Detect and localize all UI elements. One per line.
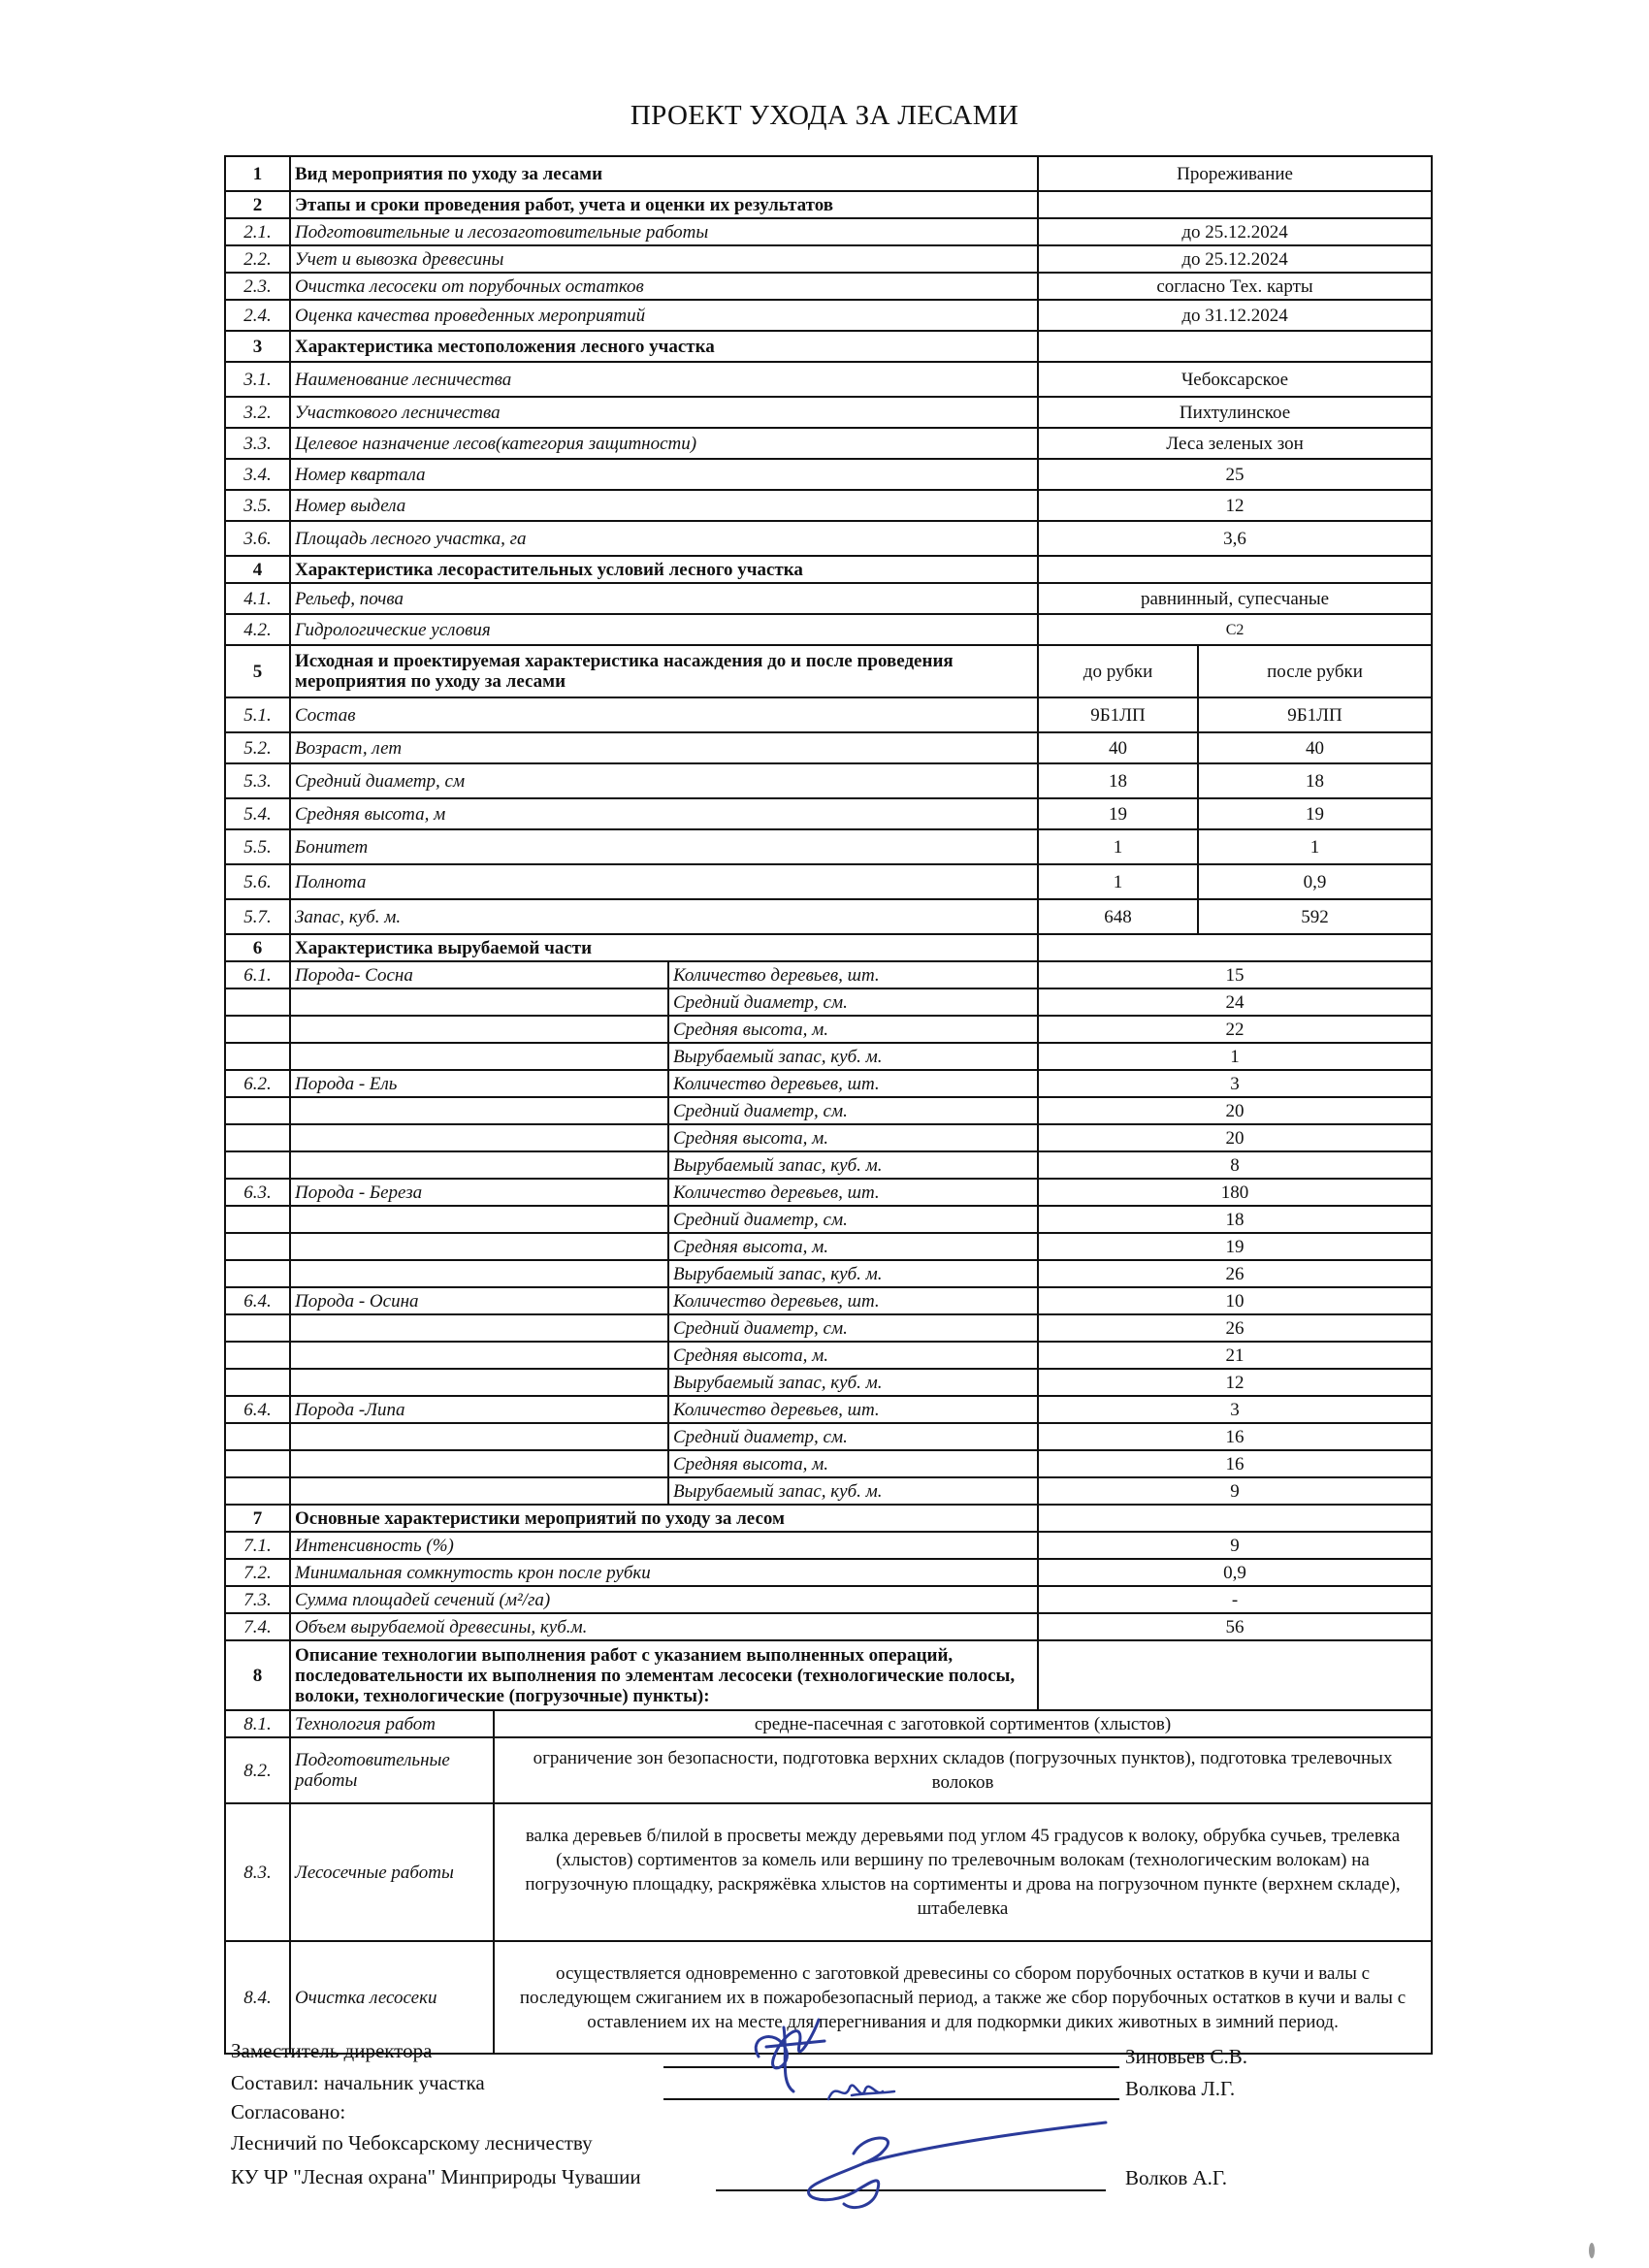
species-number [225,1124,290,1151]
metric-label: Количество деревьев, шт. [668,1396,1038,1423]
column-header-after: после рубки [1198,645,1432,697]
row-value: 9 [1038,1532,1432,1559]
species-number [225,1314,290,1342]
table-row [225,1586,1432,1613]
metric-label: Вырубаемый запас, куб. м. [668,1043,1038,1070]
row-label: Наименование лесничества [290,362,1038,397]
section-row [225,1640,1432,1710]
row-value: ограничение зон безопасности, подготовка верхних складов (погрузочных пунктов), подготовка трелевочных волоков [494,1737,1432,1803]
species-number: 6.4. [225,1396,290,1423]
row-number: 3.1. [225,362,290,397]
species-name [290,1097,668,1124]
species-number: 6.2. [225,1070,290,1097]
species-number: 6.3. [225,1179,290,1206]
row-number: 4.2. [225,614,290,645]
row-number: 3.4. [225,459,290,490]
row-number: 2.1. [225,218,290,245]
species-metric-row [225,1016,1432,1043]
species-metric-row [225,1423,1432,1450]
species-name [290,1124,668,1151]
metric-value: 24 [1038,988,1432,1016]
scan-speck [1587,2241,1597,2260]
species-name [290,1314,668,1342]
table-row [225,763,1432,798]
forester-signature [795,2115,1116,2221]
row-number: 2.4. [225,300,290,331]
row-label: Бонитет [290,829,1038,864]
table-row [225,362,1432,397]
species-name [290,1450,668,1477]
species-metric-row [225,1206,1432,1233]
row-value: 56 [1038,1613,1432,1640]
row-number: 3 [225,331,290,362]
row-value: валка деревьев б/пилой в просветы между деревьями под углом 45 градусов к волоку, обрубка сучьев, трелевка (хлыстов) сортиментов за комель или вершину по трелевочным волокам (технологическим волокам) на погрузочную площадку, раскряжёвка хлыстов на сортименты и дрова на погрузочном пункте (верхнем складе), штабелевка [494,1803,1432,1941]
species-metric-row [225,1097,1432,1124]
table-row [225,864,1432,899]
row-value: Чебоксарское [1038,362,1432,397]
row-number: 3.3. [225,428,290,459]
metric-label: Количество деревьев, шт. [668,1287,1038,1314]
row-number: 8.1. [225,1710,290,1737]
species-name [290,1477,668,1505]
row-number: 8.2. [225,1737,290,1803]
section-heading: Описание технологии выполнения работ с указанием выполненных операций, последовательности их выполнения по элементам лесосеки (технологические полосы, волоки, технологические (погрузочные) пункты): [290,1640,1038,1710]
row-value: согласно Тех. карты [1038,273,1432,300]
metric-label: Количество деревьев, шт. [668,1179,1038,1206]
section-row [225,645,1432,697]
value-before: 1 [1038,829,1198,864]
metric-value: 22 [1038,1016,1432,1043]
row-number: 2.2. [225,245,290,273]
table-row [225,899,1432,934]
metric-value: 3 [1038,1396,1432,1423]
value-before: 9Б1ЛП [1038,697,1198,732]
row-value: Леса зеленых зон [1038,428,1432,459]
metric-value: 9 [1038,1477,1432,1505]
metric-label: Средняя высота, м. [668,1016,1038,1043]
row-label: Лесосечные работы [290,1803,494,1941]
row-label: Минимальная сомкнутость крон после рубки [290,1559,1038,1586]
forester-role: Лесничий по Чебоксарскому лесничеству [231,2131,593,2155]
row-value: равнинный, супесчаные [1038,583,1432,614]
row-value: - [1038,1586,1432,1613]
species-name [290,1151,668,1179]
table-row [225,490,1432,521]
document-title: ПРОЕКТ УХОДА ЗА ЛЕСАМИ [630,100,1019,131]
row-label: Площадь лесного участка, га [290,521,1038,556]
table-row [225,397,1432,428]
value-before: 40 [1038,732,1198,763]
row-number: 7.1. [225,1532,290,1559]
row-label: Учет и вывозка древесины [290,245,1038,273]
value-after: 18 [1198,763,1432,798]
species-metric-row [225,1151,1432,1179]
row-label: Возраст, лет [290,732,1038,763]
row-label: Состав [290,697,1038,732]
species-name [290,1423,668,1450]
species-name: Порода -Липа [290,1396,668,1423]
row-number: 5.3. [225,763,290,798]
row-value: Пихтулинское [1038,397,1432,428]
row-label: Сумма площадей сечений (м²/га) [290,1586,1038,1613]
row-number: 2 [225,191,290,218]
row-number: 5.5. [225,829,290,864]
metric-label: Вырубаемый запас, куб. м. [668,1477,1038,1505]
row-label: Оценка качества проведенных мероприятий [290,300,1038,331]
species-number [225,1342,290,1369]
row-value: до 25.12.2024 [1038,218,1432,245]
row-number: 4.1. [225,583,290,614]
metric-value: 3 [1038,1070,1432,1097]
compiler-role: Составил: начальник участка [231,2071,485,2094]
row-number: 5.6. [225,864,290,899]
species-name [290,1369,668,1396]
value-after: 1 [1198,829,1432,864]
metric-value: 12 [1038,1369,1432,1396]
metric-label: Средняя высота, м. [668,1450,1038,1477]
row-number: 4 [225,556,290,583]
metric-value: 21 [1038,1342,1432,1369]
row-number: 8.4. [225,1941,290,2054]
deputy-role: Заместитель директора [231,2039,433,2062]
row-label: Средний диаметр, см [290,763,1038,798]
species-name: Порода - Береза [290,1179,668,1206]
row-number: 7.2. [225,1559,290,1586]
table-row [225,697,1432,732]
metric-label: Средний диаметр, см. [668,1314,1038,1342]
table-row [225,798,1432,829]
row-label: Подготовительные работы [290,1737,494,1803]
row-value: 0,9 [1038,1559,1432,1586]
forest-care-table [224,155,1433,2055]
value-after: 592 [1198,899,1432,934]
metric-value: 180 [1038,1179,1432,1206]
row-value: до 25.12.2024 [1038,245,1432,273]
row-label: Очистка лесосеки от порубочных остатков [290,273,1038,300]
deputy-name: Зиновьев С.В. [1125,2045,1247,2068]
deputy-signature-line [663,2066,1119,2068]
species-metric-row [225,1233,1432,1260]
section-row [225,934,1432,961]
metric-value: 20 [1038,1097,1432,1124]
metric-value: 26 [1038,1314,1432,1342]
row-label: Очистка лесосеки [290,1941,494,2054]
metric-value: 16 [1038,1450,1432,1477]
row-number: 1 [225,156,290,191]
species-name [290,1342,668,1369]
species-name [290,1016,668,1043]
metric-label: Средняя высота, м. [668,1124,1038,1151]
compiler-name: Волкова Л.Г. [1125,2077,1236,2100]
metric-label: Средний диаметр, см. [668,1423,1038,1450]
metric-label: Количество деревьев, шт. [668,961,1038,988]
row-number: 5.2. [225,732,290,763]
metric-value: 16 [1038,1423,1432,1450]
species-name [290,1260,668,1287]
row-value: 12 [1038,490,1432,521]
section-row [225,556,1432,583]
species-name: Порода - Осина [290,1287,668,1314]
row-number: 7.3. [225,1586,290,1613]
table-row [225,245,1432,273]
species-number [225,1450,290,1477]
metric-label: Средний диаметр, см. [668,1206,1038,1233]
species-metric-row [225,1342,1432,1369]
row-label: Подготовительные и лесозаготовительные работы [290,218,1038,245]
table-row [225,300,1432,331]
row-number: 8 [225,1640,290,1710]
metric-label: Количество деревьев, шт. [668,1070,1038,1097]
row-label: Запас, куб. м. [290,899,1038,934]
section-heading: Этапы и сроки проведения работ, учета и оценки их результатов [290,191,1038,218]
value-before: 18 [1038,763,1198,798]
section-row [225,331,1432,362]
row-label: Вид мероприятия по уходу за лесами [290,156,1038,191]
species-metric-row [225,1124,1432,1151]
row-label: Интенсивность (%) [290,1532,1038,1559]
metric-label: Средняя высота, м. [668,1342,1038,1369]
species-metric-row [225,1314,1432,1342]
species-number [225,1233,290,1260]
species-metric-row [225,1396,1432,1423]
species-number [225,1206,290,1233]
row-value: средне-пасечная с заготовкой сортиментов (хлыстов) [494,1710,1432,1737]
species-number [225,1260,290,1287]
row-number: 5.4. [225,798,290,829]
species-name [290,988,668,1016]
row-number: 3.6. [225,521,290,556]
table-row [225,1710,1432,1737]
species-metric-row [225,1287,1432,1314]
value-before: 19 [1038,798,1198,829]
row-label: Объем вырубаемой древесины, куб.м. [290,1613,1038,1640]
row-value: Прореживание [1038,156,1432,191]
value-after: 0,9 [1198,864,1432,899]
section-row [225,1505,1432,1532]
row-number: 8.3. [225,1803,290,1941]
row-number: 7.4. [225,1613,290,1640]
value-after: 9Б1ЛП [1198,697,1432,732]
table-row [225,1613,1432,1640]
metric-value: 26 [1038,1260,1432,1287]
species-number [225,988,290,1016]
metric-label: Вырубаемый запас, куб. м. [668,1151,1038,1179]
species-metric-row [225,988,1432,1016]
section-heading: Характеристика вырубаемой части [290,934,1038,961]
table-row [225,732,1432,763]
table-row [225,521,1432,556]
metric-label: Средняя высота, м. [668,1233,1038,1260]
agreed-label: Согласовано: [231,2100,346,2123]
value-before: 648 [1038,899,1198,934]
metric-value: 15 [1038,961,1432,988]
row-value: С2 [1038,614,1432,645]
species-number [225,1369,290,1396]
row-value: 25 [1038,459,1432,490]
organization-role: КУ ЧР "Лесная охрана" Минприроды Чувашии [231,2165,641,2188]
metric-value: 10 [1038,1287,1432,1314]
table-row [225,1532,1432,1559]
section-heading: Исходная и проектируемая характеристика насаждения до и после проведения мероприятия по уходу за лесами [290,645,1038,697]
species-number [225,1423,290,1450]
table-row [225,218,1432,245]
species-metric-row [225,1260,1432,1287]
row-number: 7 [225,1505,290,1532]
section-heading: Характеристика местоположения лесного участка [290,331,1038,362]
table-row [225,829,1432,864]
species-number: 6.4. [225,1287,290,1314]
table-row [225,1737,1432,1803]
table-row [225,1803,1432,1941]
metric-label: Средний диаметр, см. [668,1097,1038,1124]
row-label: Целевое назначение лесов(категория защитности) [290,428,1038,459]
species-name [290,1206,668,1233]
row-label: Рельеф, почва [290,583,1038,614]
column-header-before: до рубки [1038,645,1198,697]
row-number: 3.5. [225,490,290,521]
metric-value: 18 [1038,1206,1432,1233]
table-row [225,156,1432,191]
species-metric-row [225,961,1432,988]
species-number [225,1097,290,1124]
section-heading: Основные характеристики мероприятий по уходу за лесом [290,1505,1038,1532]
species-number: 6.1. [225,961,290,988]
row-label: Средняя высота, м [290,798,1038,829]
metric-label: Вырубаемый запас, куб. м. [668,1260,1038,1287]
row-number: 5.1. [225,697,290,732]
metric-value: 20 [1038,1124,1432,1151]
forester-name: Волков А.Г. [1125,2166,1227,2189]
table-row [225,1559,1432,1586]
section-row [225,191,1432,218]
metric-label: Средний диаметр, см. [668,988,1038,1016]
species-number [225,1016,290,1043]
metric-label: Вырубаемый запас, куб. м. [668,1369,1038,1396]
value-before: 1 [1038,864,1198,899]
metric-value: 1 [1038,1043,1432,1070]
table-row [225,583,1432,614]
species-number [225,1477,290,1505]
row-label: Гидрологические условия [290,614,1038,645]
species-metric-row [225,1450,1432,1477]
row-number: 5.7. [225,899,290,934]
species-name [290,1233,668,1260]
species-name [290,1043,668,1070]
compiler-signature [823,2074,900,2111]
species-name: Порода- Сосна [290,961,668,988]
metric-value: 8 [1038,1151,1432,1179]
table-row [225,614,1432,645]
row-number: 5 [225,645,290,697]
species-metric-row [225,1043,1432,1070]
row-label: Технология работ [290,1710,494,1737]
row-number: 6 [225,934,290,961]
row-label: Номер квартала [290,459,1038,490]
species-metric-row [225,1369,1432,1396]
row-value: до 31.12.2024 [1038,300,1432,331]
table-row [225,273,1432,300]
species-metric-row [225,1477,1432,1505]
species-metric-row [225,1179,1432,1206]
row-value: осуществляется одновременно с заготовкой древесины со сбором порубочных остатков в кучи и валы с последующем сжиганием их в пожаробезопасный период, а также же сбор порубочных остатков в кучи и валы с оставлением их на месте для перегнивания и для подкормки диких животных в зимний период. [494,1941,1432,2054]
section-heading: Характеристика лесорастительных условий лесного участка [290,556,1038,583]
row-label: Полнота [290,864,1038,899]
value-after: 40 [1198,732,1432,763]
row-value: 3,6 [1038,521,1432,556]
species-metric-row [225,1070,1432,1097]
value-after: 19 [1198,798,1432,829]
metric-value: 19 [1038,1233,1432,1260]
row-label: Участкового лесничества [290,397,1038,428]
row-number: 2.3. [225,273,290,300]
species-number [225,1043,290,1070]
species-number [225,1151,290,1179]
row-label: Номер выдела [290,490,1038,521]
row-number: 3.2. [225,397,290,428]
species-name: Порода - Ель [290,1070,668,1097]
table-row [225,428,1432,459]
table-row [225,459,1432,490]
